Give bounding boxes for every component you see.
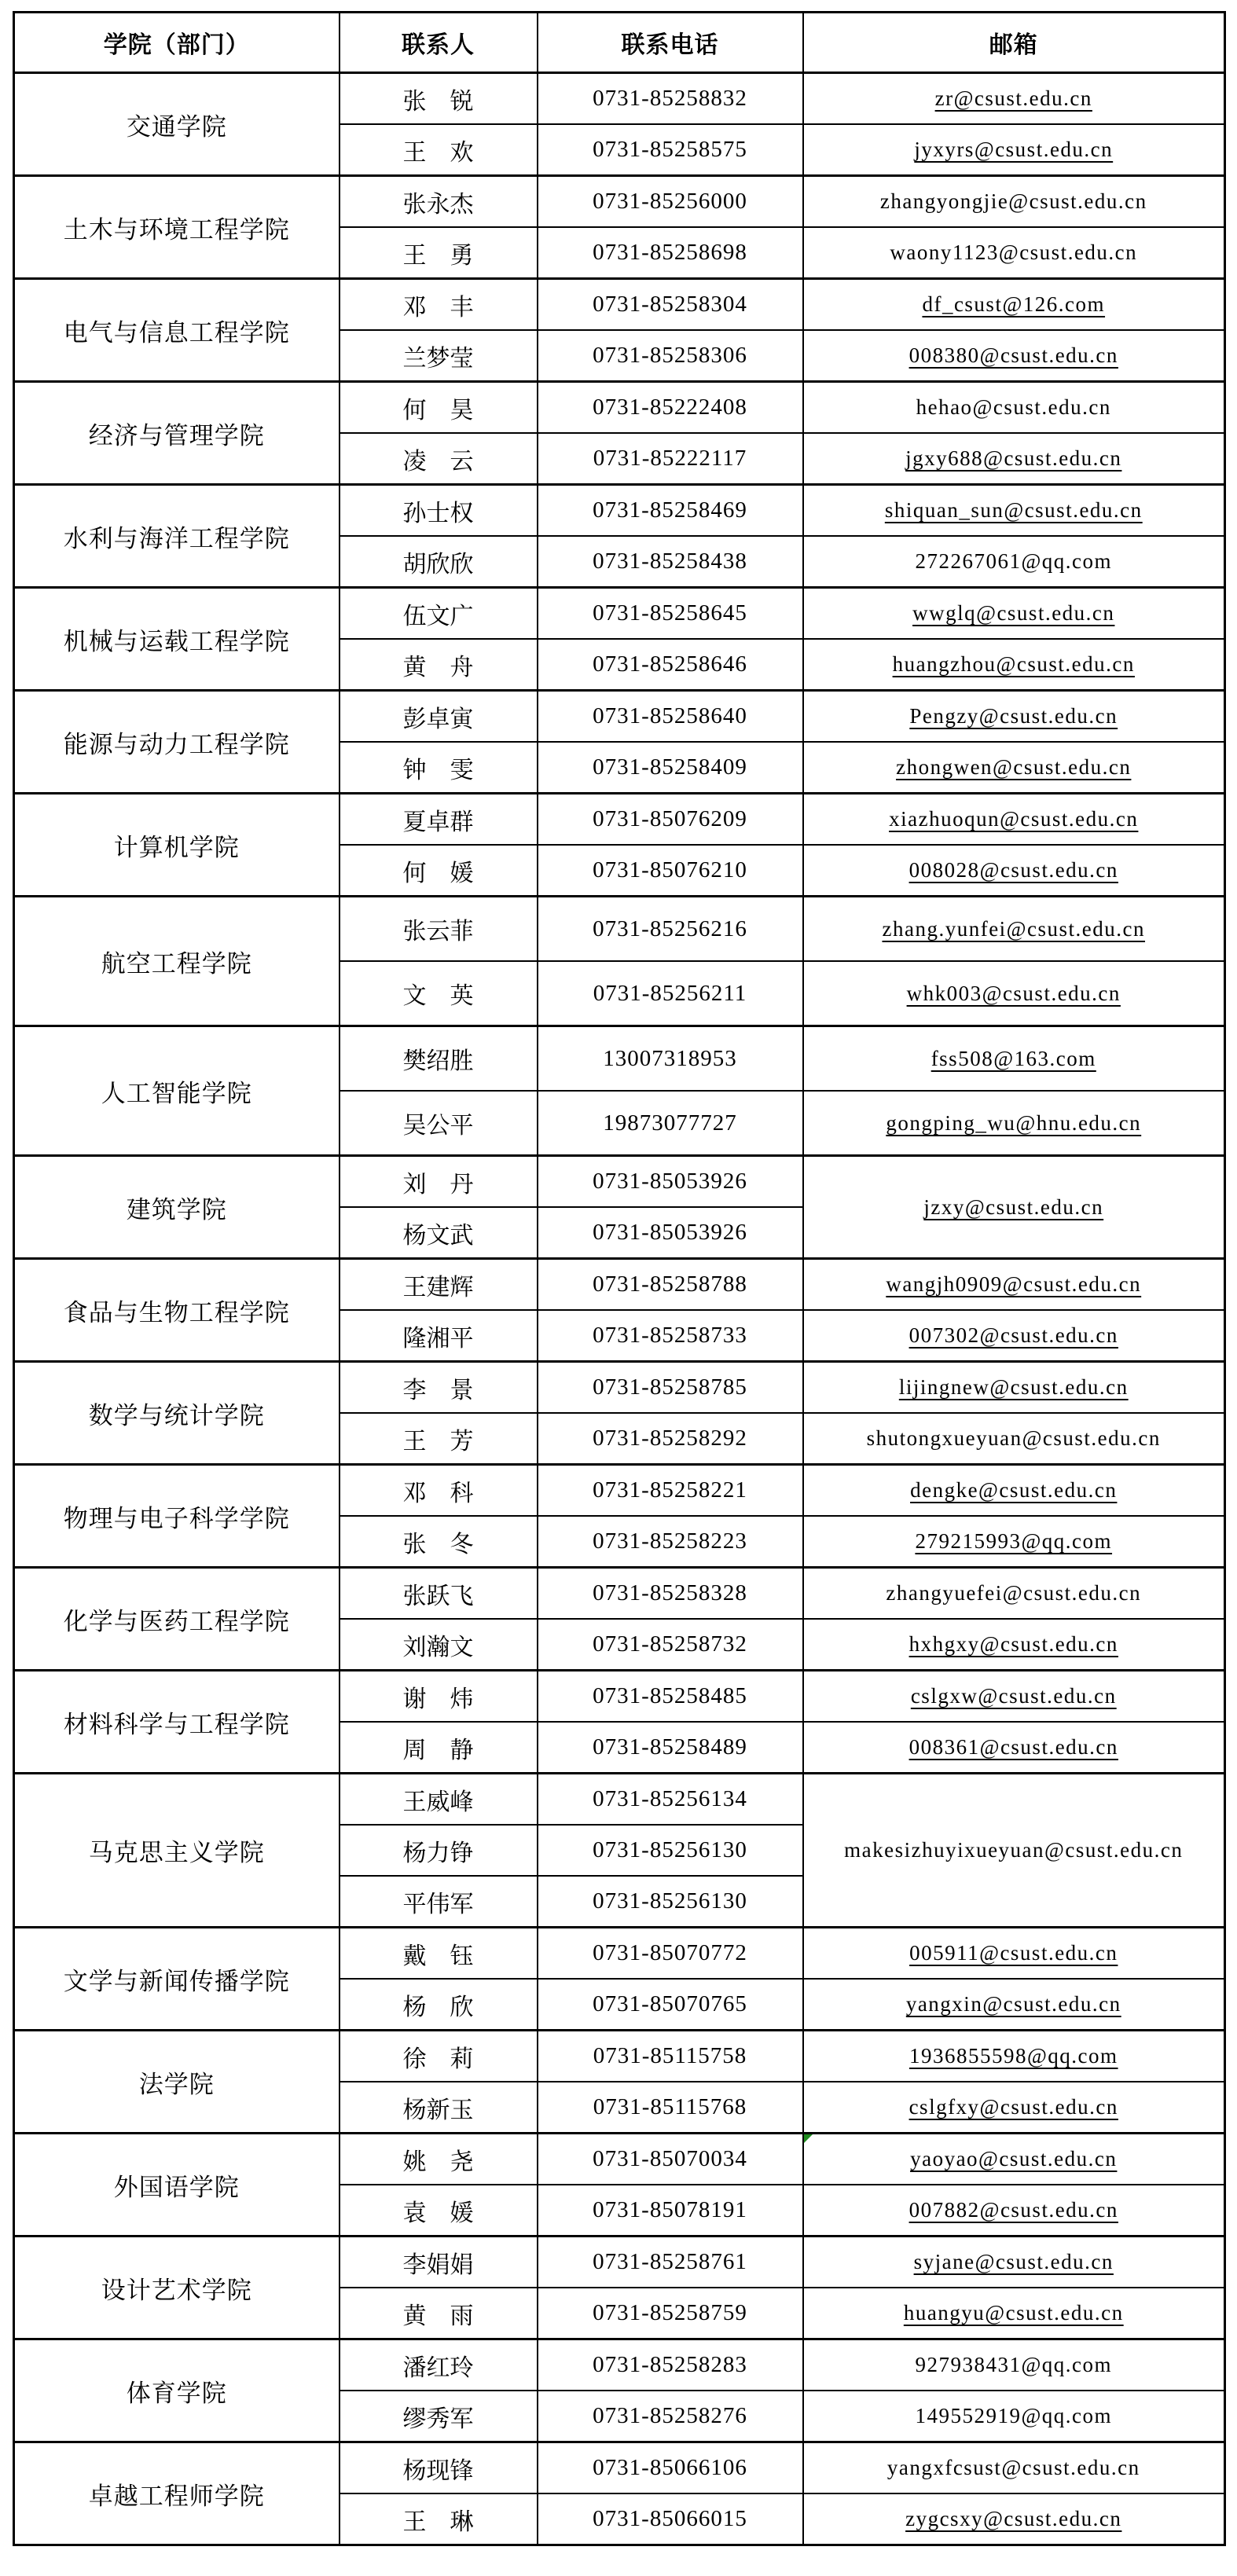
email-link[interactable]: 1936855598@qq.com bbox=[908, 2044, 1118, 2068]
contact-person: 戴 钰 bbox=[340, 1928, 538, 1980]
contact-email-cell bbox=[803, 227, 1225, 279]
college-name: 人工智能学院 bbox=[14, 1026, 340, 1156]
contact-phone: 0731-85256130 bbox=[538, 1825, 803, 1876]
email-link[interactable]: zhongwen@csust.edu.cn bbox=[896, 755, 1132, 779]
email-link[interactable]: shiquan_sun@csust.edu.cn bbox=[884, 498, 1143, 522]
contact-email-cell bbox=[803, 1413, 1225, 1465]
contact-email-cell bbox=[803, 691, 1225, 743]
contact-person: 李 景 bbox=[340, 1362, 538, 1414]
email-link[interactable]: dengke@csust.edu.cn bbox=[910, 1478, 1118, 1502]
contact-person: 袁 媛 bbox=[340, 2185, 538, 2237]
contact-email-cell bbox=[803, 845, 1225, 897]
table-row bbox=[14, 1156, 1225, 1208]
contact-person: 凌 云 bbox=[340, 433, 538, 485]
email-text: 149552919@qq.com bbox=[915, 2404, 1113, 2427]
contact-phone: 0731-85258640 bbox=[538, 691, 803, 743]
contact-phone: 0731-85222117 bbox=[538, 433, 803, 485]
contact-person: 杨文武 bbox=[340, 1207, 538, 1259]
college-name: 数学与统计学院 bbox=[14, 1362, 340, 1465]
table-row bbox=[14, 279, 1225, 331]
college-name: 能源与动力工程学院 bbox=[14, 691, 340, 794]
contact-table bbox=[13, 11, 1226, 2546]
contact-person: 王 欢 bbox=[340, 124, 538, 176]
contact-phone: 0731-85258785 bbox=[538, 1362, 803, 1414]
contact-phone: 0731-85258575 bbox=[538, 124, 803, 176]
email-link[interactable]: jzxy@csust.edu.cn bbox=[923, 1194, 1104, 1219]
contact-email-cell bbox=[803, 1979, 1225, 2031]
contact-person: 王 芳 bbox=[340, 1413, 538, 1465]
contact-email-cell bbox=[803, 1928, 1225, 1980]
table-row bbox=[14, 2134, 1225, 2185]
contact-email-cell bbox=[803, 176, 1225, 228]
contact-phone: 0731-85258328 bbox=[538, 1568, 803, 1620]
contact-phone: 0731-85258732 bbox=[538, 1619, 803, 1671]
contact-email-cell bbox=[803, 1516, 1225, 1568]
contact-email-cell bbox=[803, 2237, 1225, 2288]
contact-phone: 13007318953 bbox=[538, 1026, 803, 1092]
table-row bbox=[14, 382, 1225, 434]
contact-person: 王 琳 bbox=[340, 2493, 538, 2545]
contact-email-cell bbox=[803, 897, 1225, 962]
contact-phone: 0731-85078191 bbox=[538, 2185, 803, 2237]
contact-person: 潘红玲 bbox=[340, 2339, 538, 2391]
contact-person: 张 冬 bbox=[340, 1516, 538, 1568]
contact-email-cell bbox=[803, 1465, 1225, 1517]
header-row bbox=[14, 13, 1225, 73]
contact-phone: 0731-85258645 bbox=[538, 588, 803, 640]
contact-phone: 0731-85066106 bbox=[538, 2442, 803, 2494]
contact-email-cell bbox=[803, 2339, 1225, 2391]
email-link[interactable]: lijingnew@csust.edu.cn bbox=[898, 1375, 1129, 1399]
contact-email-cell bbox=[803, 382, 1225, 434]
contact-person: 孙士权 bbox=[340, 485, 538, 537]
table-row bbox=[14, 1259, 1225, 1311]
email-link[interactable]: Pengzy@csust.edu.cn bbox=[909, 704, 1118, 728]
contact-phone: 0731-85258761 bbox=[538, 2237, 803, 2288]
contact-email-cell bbox=[803, 485, 1225, 537]
email-text: 927938431@qq.com bbox=[915, 2353, 1113, 2376]
table-row bbox=[14, 1362, 1225, 1414]
email-link[interactable]: zr@csust.edu.cn bbox=[934, 86, 1092, 110]
college-name: 体育学院 bbox=[14, 2339, 340, 2442]
contact-email-cell bbox=[803, 2082, 1225, 2134]
contact-email-cell bbox=[803, 1362, 1225, 1414]
contact-email-cell bbox=[803, 794, 1225, 846]
contact-person: 张云菲 bbox=[340, 897, 538, 962]
contact-phone: 0731-85076209 bbox=[538, 794, 803, 846]
contact-phone: 0731-85256130 bbox=[538, 1876, 803, 1928]
table-row bbox=[14, 1465, 1225, 1517]
contact-person: 邓 丰 bbox=[340, 279, 538, 331]
table-row bbox=[14, 2237, 1225, 2288]
contact-phone: 0731-85258306 bbox=[538, 330, 803, 382]
contact-person: 杨 欣 bbox=[340, 1979, 538, 2031]
email-link[interactable]: df_csust@126.com bbox=[922, 292, 1106, 316]
contact-phone: 0731-85258221 bbox=[538, 1465, 803, 1517]
contact-person: 谢 炜 bbox=[340, 1671, 538, 1723]
table-row bbox=[14, 794, 1225, 846]
contact-email-cell bbox=[803, 433, 1225, 485]
table-row bbox=[14, 1774, 1225, 1826]
contact-person: 杨力铮 bbox=[340, 1825, 538, 1876]
contact-person: 刘瀚文 bbox=[340, 1619, 538, 1671]
contact-phone: 0731-85066015 bbox=[538, 2493, 803, 2545]
contact-phone: 0731-85070772 bbox=[538, 1928, 803, 1980]
contact-person: 隆湘平 bbox=[340, 1310, 538, 1362]
contact-person: 何 媛 bbox=[340, 845, 538, 897]
contact-phone: 0731-85258698 bbox=[538, 227, 803, 279]
college-name: 材料科学与工程学院 bbox=[14, 1671, 340, 1774]
contact-email-cell bbox=[803, 1619, 1225, 1671]
contact-person: 文 英 bbox=[340, 961, 538, 1026]
table-row bbox=[14, 1928, 1225, 1980]
contact-person: 王 勇 bbox=[340, 227, 538, 279]
email-text: waony1123@csust.edu.cn bbox=[890, 240, 1138, 264]
college-name: 设计艺术学院 bbox=[14, 2237, 340, 2339]
contact-phone: 0731-85070034 bbox=[538, 2134, 803, 2185]
email-text: zhangyuefei@csust.edu.cn bbox=[886, 1581, 1142, 1605]
table-row bbox=[14, 176, 1225, 228]
table-row bbox=[14, 73, 1225, 125]
contact-person: 平伟军 bbox=[340, 1876, 538, 1928]
email-text: zhangyongjie@csust.edu.cn bbox=[879, 189, 1147, 213]
email-text: yangxfcsust@csust.edu.cn bbox=[886, 2456, 1140, 2479]
table-row bbox=[14, 897, 1225, 962]
header-email: 邮箱 bbox=[803, 13, 1225, 73]
email-link[interactable]: zygcsxy@csust.edu.cn bbox=[905, 2507, 1122, 2530]
green-corner-marker-icon bbox=[804, 2134, 813, 2143]
email-link[interactable]: 008361@csust.edu.cn bbox=[908, 1735, 1118, 1759]
email-link[interactable]: 279215993@qq.com bbox=[915, 1529, 1113, 1553]
contact-person: 姚 尧 bbox=[340, 2134, 538, 2185]
email-link[interactable]: hxhgxy@csust.edu.cn bbox=[908, 1632, 1118, 1656]
college-name: 卓越工程师学院 bbox=[14, 2442, 340, 2545]
contact-email-cell bbox=[803, 2288, 1225, 2339]
contact-email-cell bbox=[803, 1774, 1225, 1928]
contact-person: 杨新玉 bbox=[340, 2082, 538, 2134]
contact-person: 彭卓寅 bbox=[340, 691, 538, 743]
email-link[interactable]: zhang.yunfei@csust.edu.cn bbox=[882, 916, 1146, 941]
college-name: 土木与环境工程学院 bbox=[14, 176, 340, 279]
contact-email-cell bbox=[803, 1568, 1225, 1620]
email-link[interactable]: cslgxw@csust.edu.cn bbox=[910, 1684, 1117, 1708]
contact-person: 张永杰 bbox=[340, 176, 538, 228]
contact-person: 胡欣欣 bbox=[340, 536, 538, 588]
contact-phone: 0731-85258788 bbox=[538, 1259, 803, 1311]
college-name: 机械与运载工程学院 bbox=[14, 588, 340, 691]
college-name: 建筑学院 bbox=[14, 1156, 340, 1259]
email-link[interactable]: wwglq@csust.edu.cn bbox=[912, 601, 1115, 625]
header-college: 学院（部门） bbox=[14, 13, 340, 73]
contact-phone: 0731-85076210 bbox=[538, 845, 803, 897]
college-name: 交通学院 bbox=[14, 73, 340, 176]
contact-phone: 19873077727 bbox=[538, 1091, 803, 1156]
email-link[interactable]: jgxy688@csust.edu.cn bbox=[905, 446, 1122, 470]
college-name: 食品与生物工程学院 bbox=[14, 1259, 340, 1362]
contact-email-cell bbox=[803, 1091, 1225, 1156]
table-row bbox=[14, 1568, 1225, 1620]
email-link[interactable]: 005911@csust.edu.cn bbox=[909, 1941, 1118, 1965]
contact-phone: 0731-85258276 bbox=[538, 2391, 803, 2442]
college-name: 马克思主义学院 bbox=[14, 1774, 340, 1928]
email-link[interactable]: gongping_wu@hnu.edu.cn bbox=[886, 1110, 1142, 1135]
college-name: 电气与信息工程学院 bbox=[14, 279, 340, 382]
contact-person: 周 静 bbox=[340, 1722, 538, 1774]
contact-person: 黄 舟 bbox=[340, 639, 538, 691]
contact-person: 王建辉 bbox=[340, 1259, 538, 1311]
contact-person: 缪秀军 bbox=[340, 2391, 538, 2442]
contact-email-cell bbox=[803, 2031, 1225, 2082]
contact-phone: 0731-85258485 bbox=[538, 1671, 803, 1723]
contact-email-cell bbox=[803, 1722, 1225, 1774]
contact-email-cell bbox=[803, 1671, 1225, 1723]
table-body bbox=[14, 73, 1225, 2545]
table-row bbox=[14, 1026, 1225, 1092]
header-person: 联系人 bbox=[340, 13, 538, 73]
contact-phone: 0731-85115768 bbox=[538, 2082, 803, 2134]
contact-phone: 0731-85258292 bbox=[538, 1413, 803, 1465]
contact-person: 何 昊 bbox=[340, 382, 538, 434]
header-phone: 联系电话 bbox=[538, 13, 803, 73]
contact-phone: 0731-85258304 bbox=[538, 279, 803, 331]
email-text: 272267061@qq.com bbox=[915, 549, 1113, 573]
email-link[interactable]: 007882@csust.edu.cn bbox=[908, 2198, 1118, 2222]
email-link[interactable]: jyxyrs@csust.edu.cn bbox=[914, 138, 1114, 161]
contact-email-cell bbox=[803, 1156, 1225, 1259]
contact-email-cell bbox=[803, 742, 1225, 794]
contact-email-cell bbox=[803, 2493, 1225, 2545]
contact-phone: 0731-85053926 bbox=[538, 1207, 803, 1259]
college-name: 文学与新闻传播学院 bbox=[14, 1928, 340, 2031]
contact-email-cell bbox=[803, 588, 1225, 640]
email-link[interactable]: yaoyao@csust.edu.cn bbox=[910, 2147, 1118, 2171]
email-text: hehao@csust.edu.cn bbox=[916, 395, 1111, 419]
table-row bbox=[14, 2339, 1225, 2391]
contact-person: 伍文广 bbox=[340, 588, 538, 640]
contact-phone: 0731-85256134 bbox=[538, 1774, 803, 1826]
email-link[interactable]: whk003@csust.edu.cn bbox=[906, 981, 1121, 1005]
college-name: 物理与电子科学学院 bbox=[14, 1465, 340, 1568]
college-name: 计算机学院 bbox=[14, 794, 340, 897]
contact-phone: 0731-85258409 bbox=[538, 742, 803, 794]
contact-email-cell bbox=[803, 961, 1225, 1026]
contact-person: 夏卓群 bbox=[340, 794, 538, 846]
contact-person: 吴公平 bbox=[340, 1091, 538, 1156]
contact-email-cell bbox=[803, 2185, 1225, 2237]
contact-email-cell bbox=[803, 124, 1225, 176]
contact-phone: 0731-85258223 bbox=[538, 1516, 803, 1568]
contact-email-cell bbox=[803, 73, 1225, 125]
contact-phone: 0731-85256211 bbox=[538, 961, 803, 1026]
contact-phone: 0731-85258489 bbox=[538, 1722, 803, 1774]
contact-person: 兰梦莹 bbox=[340, 330, 538, 382]
contact-phone: 0731-85053926 bbox=[538, 1156, 803, 1208]
table-header bbox=[14, 13, 1225, 73]
contact-phone: 0731-85258832 bbox=[538, 73, 803, 125]
contact-email-cell bbox=[803, 279, 1225, 331]
table-row bbox=[14, 1671, 1225, 1723]
email-link[interactable]: 007302@csust.edu.cn bbox=[908, 1323, 1118, 1347]
email-link[interactable]: cslgfxy@csust.edu.cn bbox=[908, 2095, 1118, 2119]
contact-email-cell bbox=[803, 330, 1225, 382]
contact-phone: 0731-85258646 bbox=[538, 639, 803, 691]
email-link[interactable]: huangzhou@csust.edu.cn bbox=[892, 652, 1135, 676]
college-name: 水利与海洋工程学院 bbox=[14, 485, 340, 588]
contact-person: 钟 雯 bbox=[340, 742, 538, 794]
contact-phone: 0731-85258469 bbox=[538, 485, 803, 537]
contact-email-cell bbox=[803, 2134, 1225, 2185]
email-link[interactable]: fss508@163.com bbox=[931, 1046, 1096, 1070]
contact-phone: 0731-85256216 bbox=[538, 897, 803, 962]
college-name: 航空工程学院 bbox=[14, 897, 340, 1026]
contact-person: 张 锐 bbox=[340, 73, 538, 125]
table-row bbox=[14, 691, 1225, 743]
email-link[interactable]: wangjh0909@csust.edu.cn bbox=[886, 1272, 1142, 1296]
contact-email-cell bbox=[803, 536, 1225, 588]
email-link[interactable]: huangyu@csust.edu.cn bbox=[903, 2301, 1124, 2325]
college-name: 外国语学院 bbox=[14, 2134, 340, 2237]
table-row bbox=[14, 485, 1225, 537]
email-text: shutongxueyuan@csust.edu.cn bbox=[866, 1426, 1161, 1450]
contact-person: 杨现锋 bbox=[340, 2442, 538, 2494]
email-link[interactable]: syjane@csust.edu.cn bbox=[913, 2250, 1114, 2273]
email-link[interactable]: 008380@csust.edu.cn bbox=[908, 343, 1118, 367]
contact-person: 邓 科 bbox=[340, 1465, 538, 1517]
contact-person: 李娟娟 bbox=[340, 2237, 538, 2288]
contact-email-cell bbox=[803, 1310, 1225, 1362]
contact-phone: 0731-85258438 bbox=[538, 536, 803, 588]
contact-phone: 0731-85258759 bbox=[538, 2288, 803, 2339]
contact-phone: 0731-85258283 bbox=[538, 2339, 803, 2391]
table-row bbox=[14, 2442, 1225, 2494]
contact-person: 徐 莉 bbox=[340, 2031, 538, 2082]
contact-email-cell bbox=[803, 1259, 1225, 1311]
contact-person: 王威峰 bbox=[340, 1774, 538, 1826]
email-text: makesizhuyixueyuan@csust.edu.cn bbox=[844, 1838, 1184, 1862]
table-row bbox=[14, 588, 1225, 640]
email-link[interactable]: yangxin@csust.edu.cn bbox=[905, 1992, 1121, 2016]
contact-phone: 0731-85070765 bbox=[538, 1979, 803, 2031]
college-name: 法学院 bbox=[14, 2031, 340, 2134]
email-link[interactable]: xiazhuoqun@csust.edu.cn bbox=[889, 807, 1139, 831]
college-name: 化学与医药工程学院 bbox=[14, 1568, 340, 1671]
contact-email-cell bbox=[803, 639, 1225, 691]
contact-person: 黄 雨 bbox=[340, 2288, 538, 2339]
college-name: 经济与管理学院 bbox=[14, 382, 340, 485]
email-link[interactable]: 008028@csust.edu.cn bbox=[908, 858, 1118, 882]
contact-person: 张跃飞 bbox=[340, 1568, 538, 1620]
contact-phone: 0731-85256000 bbox=[538, 176, 803, 228]
contact-phone: 0731-85115758 bbox=[538, 2031, 803, 2082]
contact-person: 樊绍胜 bbox=[340, 1026, 538, 1092]
contact-phone: 0731-85222408 bbox=[538, 382, 803, 434]
table-row bbox=[14, 2031, 1225, 2082]
contact-phone: 0731-85258733 bbox=[538, 1310, 803, 1362]
contact-person: 刘 丹 bbox=[340, 1156, 538, 1208]
contact-email-cell bbox=[803, 1026, 1225, 1092]
contact-email-cell bbox=[803, 2442, 1225, 2494]
contact-email-cell bbox=[803, 2391, 1225, 2442]
